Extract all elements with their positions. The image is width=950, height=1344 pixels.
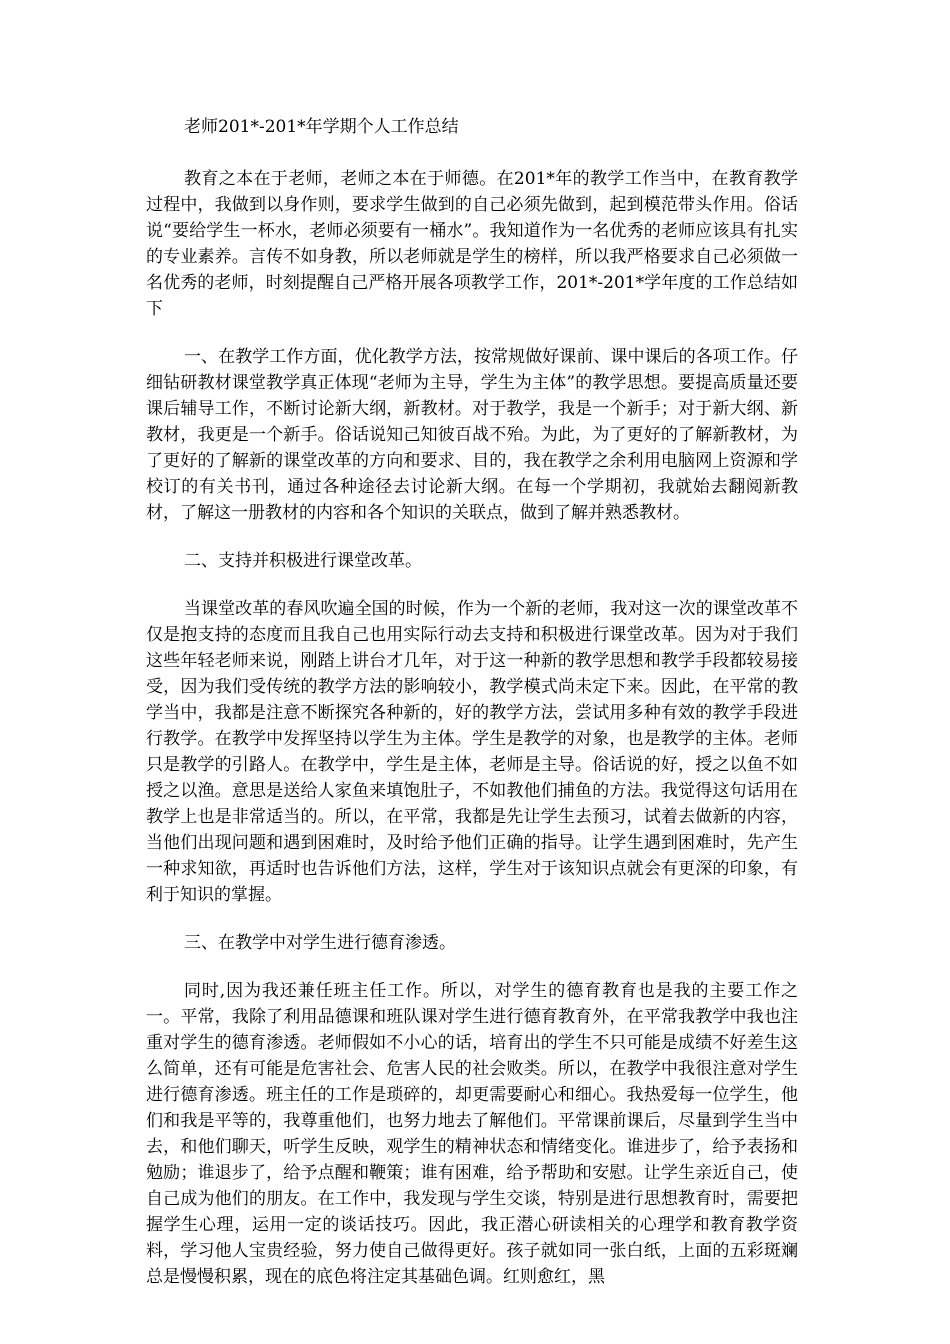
section-two-paragraph: 当课堂改革的春风吹遍全国的时候，作为一个新的老师，我对这一次的课堂改革不仅是抱支持的态度而且我自己也用实际行动去支持和积极进行课堂改革。因为对于我们这些年轻老师来说，刚踏上讲台才几年，对于这一种新的教学思想和教学手段都较易接受，因为我们受传统的教学方法的影响较小，教学模式尚未定下来。因此，在平常的教学当中，我都是注意不断探究各种新的，好的教学方法，尝试用多种有效的教学手段进行教学。在教学中发挥坚持以学生为主体。学生是教学的对象，也是教学的主体。老师只是教学的引路人。在教学中，学生是主体，老师是主导。俗话说的好，授之以鱼不如授之以渔。意思是送给人家鱼来填饱肚子，不如教他们捕鱼的方法。我觉得这句话用在教学上也是非常适当的。所以，在平常，我都是先让学生去预习，试着去做新的内容，当他们出现问题和遇到困难时，及时给予他们正确的指导。让学生遇到困难时，先产生一种求知欲，再适时也告诉他们方法，这样，学生对于该知识点就会有更深的印象，有利于知识的掌握。 (146, 599, 798, 905)
section-two-heading: 二、支持并积极进行课堂改革。 (184, 551, 422, 571)
section-three-heading: 三、在教学中对学生进行德育渗透。 (184, 933, 456, 953)
document-body (146, 114, 798, 1290)
section-three-paragraph: 同时,因为我还兼任班主任工作。所以，对学生的德育教育也是我的主要工作之一。平常，我除了利用品德课和班队课对学生进行德育教育外，在平常我教学中我也注重对学生的德育渗透。老师假如不小心的话，培育出的学生不只可能是成绩不好差生这么简单，还有可能是危害社会、危害人民的社会败类。所以，在教学中我很注意对学生进行德育渗透。班主任的工作是琐碎的，却更需要耐心和细心。我热爱每一位学生，他们和我是平等的，我尊重他们，也努力地去了解他们。平常课前课后，尽量到学生当中去，和他们聊天，听学生反映，观学生的精神状态和情绪变化。谁进步了，给予表扬和勉励；谁退步了，给予点醒和鞭策；谁有困难，给予帮助和安慰。让学生亲近自己，使自己成为他们的朋友。在工作中，我发现与学生交谈，特别是进行思想教育时，需要把握学生心理，运用一定的谈话技巧。因此，我正潜心研读相关的心理学和教育教学资料，学习他人宝贵经验，努力使自己做得更好。孩子就如同一张白纸，上面的五彩斑斓总是慢慢积累，现在的底色将注定其基础色调。红则愈红，黑 (146, 981, 798, 1287)
section-one-paragraph: 一、在教学工作方面，优化教学方法，按常规做好课前、课中课后的各项工作。仔细钻研教材课堂教学真正体现“老师为主导，学生为主体”的教学思想。要提高质量还要课后辅导工作，不断讨论新大纲，新教材。对于教学，我是一个新手；对于新大纲、新教材，我更是一个新手。俗话说知己知彼百战不殆。为此，为了更好的了解新教材，为了更好的了解新的课堂改革的方向和要求、目的，我在教学之余利用电脑网上资源和学校订的有关书刊，通过各种途径去讨论新大纲。在每一个学期初，我就始去翻阅新教材，了解这一册教材的内容和各个知识的关联点，做到了解并熟悉教材。 (146, 347, 798, 523)
document-title: 老师201*-201*年学期个人工作总结 (184, 117, 459, 137)
intro-paragraph: 教育之本在于老师，老师之本在于师德。在201*年的教学工作当中，在教育教学过程中，我做到以身作则，要求学生做到的自己必须先做到，起到模范带头作用。俗话说“要给学生一杯水，老师必须要有一桶水”。我知道作为一名优秀的老师应该具有扎实的专业素养。言传不如身教，所以老师就是学生的榜样，所以我严格要求自己必须做一名优秀的老师，时刻提醒自己严格开展各项教学工作，201*-201*学年度的工作总结如下 (146, 169, 798, 319)
